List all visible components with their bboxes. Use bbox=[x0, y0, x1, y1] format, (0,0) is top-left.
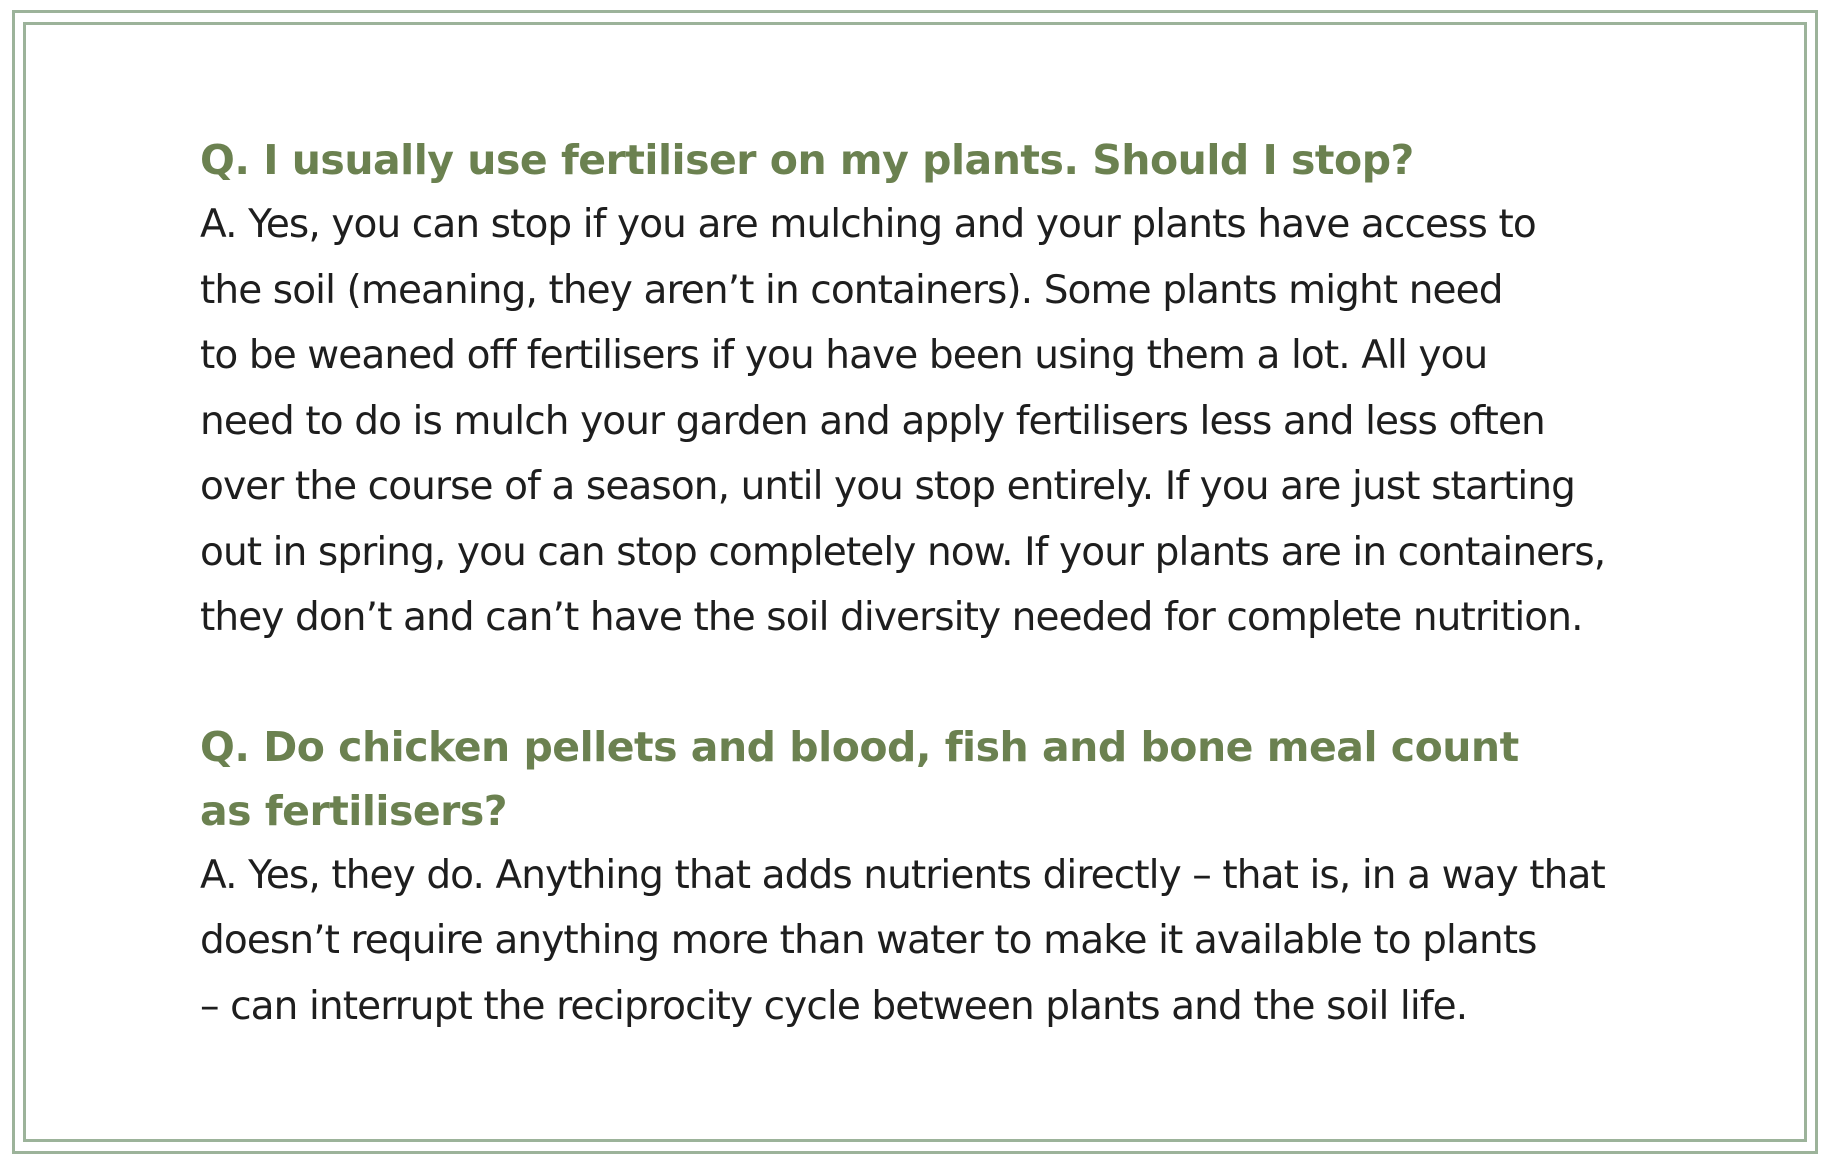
question-heading bbox=[200, 715, 1640, 843]
answer-line: out in spring, you can stop completely now. If your plants are in containers, bbox=[200, 529, 1606, 575]
answer-line: over the course of a season, until you stop entirely. If you are just starting bbox=[200, 464, 1576, 509]
question-heading bbox=[200, 128, 1640, 192]
question-line: Q. I usually use fertiliser on my plants. Should I stop? bbox=[200, 136, 1414, 184]
question-line: as fertilisers? bbox=[200, 786, 508, 835]
answer-paragraph bbox=[200, 843, 1640, 1040]
answer-line: A. Yes, they do. Anything that adds nutrients directly – that is, in a way that bbox=[200, 852, 1605, 898]
qa-item-chicken-pellets bbox=[200, 715, 1640, 1040]
answer-line: doesn’t require anything more than water to make it available to plants bbox=[200, 918, 1537, 963]
answer-line: need to do is mulch your garden and apply fertilisers less and less often bbox=[200, 398, 1545, 444]
answer-paragraph bbox=[200, 192, 1640, 651]
answer-line: to be weaned off fertilisers if you have been using them a lot. All you bbox=[200, 333, 1488, 378]
answer-line: they don’t and can’t have the soil diversity needed for complete nutrition. bbox=[200, 595, 1583, 640]
qa-item-fertiliser-stop bbox=[200, 128, 1640, 651]
answer-line: the soil (meaning, they aren’t in containers). Some plants might need bbox=[200, 267, 1503, 313]
answer-line: – can interrupt the reciprocity cycle between plants and the soil life. bbox=[200, 983, 1468, 1029]
question-line: Q. Do chicken pellets and blood, fish and bone meal count bbox=[200, 722, 1519, 771]
answer-line: A. Yes, you can stop if you are mulching and your plants have access to bbox=[200, 202, 1536, 247]
qa-panel bbox=[200, 128, 1640, 1039]
